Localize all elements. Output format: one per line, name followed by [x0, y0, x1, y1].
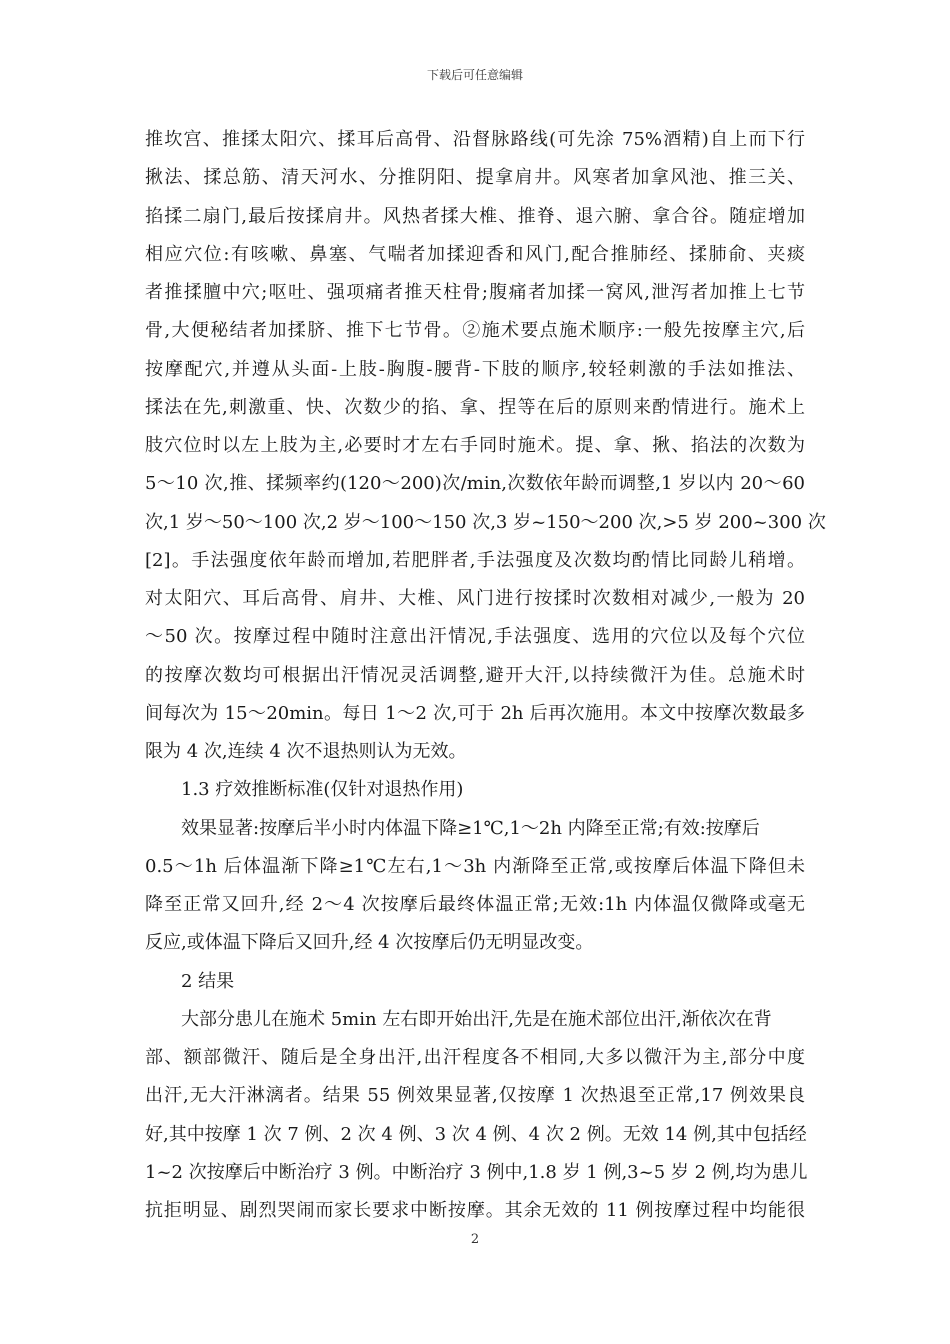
text-line: 反应,或体温下降后又回升,经 4 次按摩后仍无明显改变。	[145, 932, 594, 954]
text-line: 5～10 次,推、揉频率约(120～200)次/min,次数依年龄而调整,1 岁以内 20～60	[145, 473, 805, 495]
section-heading: 1.3 疗效推断标准(仅针对退热作用)	[181, 779, 464, 801]
document-body	[145, 121, 826, 1230]
text-line: 骨,大便秘结者加揉脐、推下七节骨。②施术要点施术顺序:一般先按摩主穴,后	[145, 320, 805, 342]
text-line: [2]。手法强度依年龄而增加,若肥胖者,手法强度及次数均酌情比同龄儿稍增。	[145, 549, 805, 571]
text-line: 推坎宫、推揉太阳穴、揉耳后高骨、沿督脉路线(可先涂 75%酒精)自上而下行	[145, 129, 805, 150]
text-line: 部、额部微汗、随后是全身出汗,出汗程度各不相同,大多以微汗为主,部分中度	[145, 1047, 805, 1068]
text-line: 按摩配穴,并遵从头面-上肢-胸腹-腰背-下肢的顺序,较轻刺激的手法如推法、	[145, 358, 805, 380]
text-line: 者推揉膻中穴;呕吐、强项痛者推天柱骨;腹痛者加揉一窝风,泄泻者加推上七节	[145, 282, 805, 303]
text-line: 出汗,无大汗淋漓者。结果 55 例效果显著,仅按摩 1 次热退至正常,17 例效果良	[145, 1085, 805, 1107]
text-line: 对太阳穴、耳后高骨、肩井、大椎、风门进行按揉时次数相对减少,一般为 20	[145, 588, 805, 609]
text-line: 抗拒明显、剧烈哭闹而家长要求中断按摩。其余无效的 11 例按摩过程中均能很	[145, 1200, 805, 1221]
text-line: 间每次为 15～20min。每日 1～2 次,可于 2h 后再次施用。本文中按摩次数最多	[145, 702, 805, 724]
text-line: 好,其中按摩 1 次 7 例、2 次 4 例、3 次 4 例、4 次 2 例。无效 14 例,其中包括经	[145, 1123, 807, 1145]
text-line: 限为 4 次,连续 4 次不退热则认为无效。	[145, 741, 467, 762]
text-line: 0.5～1h 后体温渐下降≥1℃左右,1～3h 内渐降至正常,或按摩后体温下降但未	[145, 855, 805, 877]
text-line: 大部分患儿在施术 5min 左右即开始出汗,先是在施术部位出汗,渐依次在背	[181, 1008, 772, 1030]
page-number: 2	[470, 1232, 480, 1247]
text-line: 肢穴位时以左上肢为主,必要时才左右手同时施术。提、拿、揪、掐法的次数为	[145, 435, 805, 456]
page-header: 下载后可任意编辑	[426, 68, 523, 82]
text-line: 揪法、揉总筋、清天河水、分推阴阳、提拿肩井。风寒者加拿风池、推三关、	[145, 167, 805, 189]
text-line: 1~2 次按摩后中断治疗 3 例。中断治疗 3 例中,1.8 岁 1 例,3~5 岁 2 例,均为患儿	[145, 1161, 808, 1183]
section-heading: 2 结果	[181, 970, 235, 992]
text-line: 降至正常又回升,经 2～4 次按摩后最终体温正常;无效:1h 内体温仅微降或毫无	[145, 894, 805, 915]
text-line: ～50 次。按摩过程中随时注意出汗情况,手法强度、选用的穴位以及每个穴位	[145, 626, 805, 648]
text-line: 的按摩次数均可根据出汗情况灵活调整,避开大汗,以持续微汗为佳。总施术时	[145, 664, 805, 686]
text-line: 揉法在先,刺激重、快、次数少的掐、拿、捏等在后的原则来酌情进行。施术上	[145, 396, 805, 418]
text-line: 效果显著:按摩后半小时内体温下降≥1℃,1～2h 内降至正常;有效:按摩后	[181, 817, 760, 839]
text-line: 掐揉二扇门,最后按揉肩井。风热者揉大椎、推脊、退六腑、拿合谷。随症增加	[145, 205, 805, 227]
text-line: 次,1 岁～50～100 次,2 岁～100～150 次,3 岁~150～200 次,>5 岁 200~300 次	[145, 511, 826, 533]
text-line: 相应穴位:有咳嗽、鼻塞、气喘者加揉迎香和风门,配合推肺经、揉肺俞、夹痰	[145, 243, 805, 265]
